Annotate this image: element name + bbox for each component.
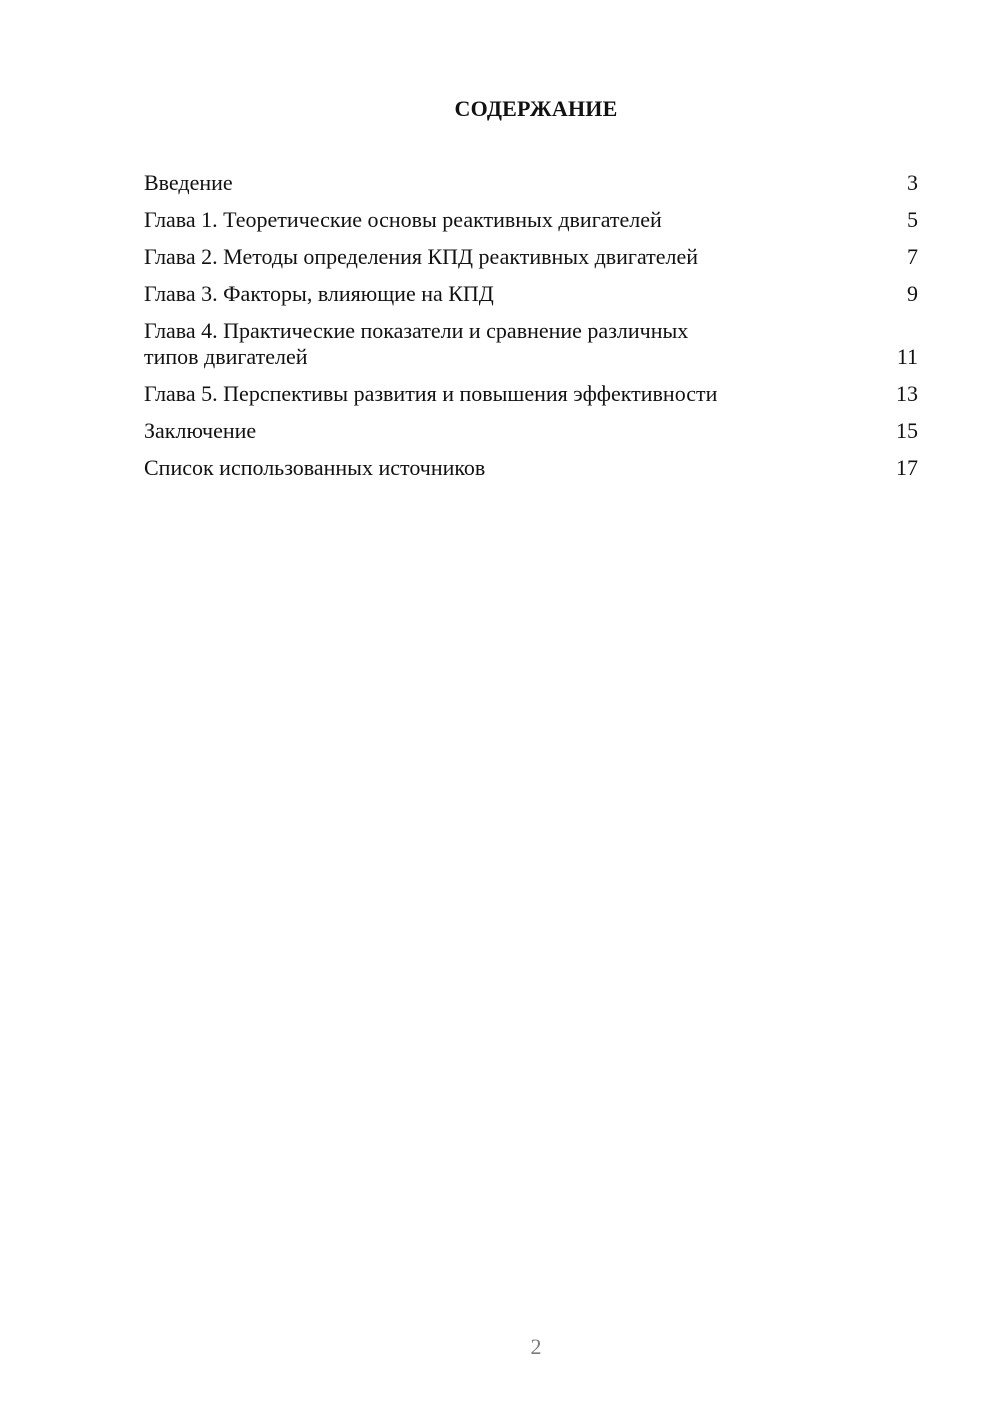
toc-page-number: 15 <box>896 418 918 443</box>
toc-entry-line: Заключение <box>144 418 257 443</box>
toc-entry-line: Глава 4. Практические показатели и сравнение различных <box>144 318 689 343</box>
toc-entry-chapter-3[interactable] <box>144 281 918 307</box>
toc-entry-chapter-1[interactable] <box>144 207 918 233</box>
toc-entry-line: Глава 5. Перспективы развития и повышения эффективности <box>144 381 718 406</box>
toc-page-number: 5 <box>907 207 918 232</box>
toc-entry-text <box>144 455 888 481</box>
toc-page-number: 3 <box>907 170 918 195</box>
toc-entry-conclusion[interactable] <box>144 418 918 444</box>
page-number: 2 <box>530 1334 542 1359</box>
toc-page-number: 7 <box>907 244 918 269</box>
table-of-contents <box>144 170 918 492</box>
toc-entry-line: Глава 1. Теоретические основы реактивных двигателей <box>144 207 662 232</box>
toc-entry-line: Глава 3. Факторы, влияющие на КПД <box>144 281 494 306</box>
page-title: СОДЕРЖАНИЕ <box>454 96 618 121</box>
toc-entry-line: Введение <box>144 170 233 195</box>
toc-entry-text <box>144 281 888 307</box>
toc-entry-introduction[interactable] <box>144 170 918 196</box>
toc-entry-line: Список использованных источников <box>144 455 486 480</box>
toc-page-number: 17 <box>896 455 918 480</box>
toc-entry-text <box>144 318 888 370</box>
toc-entry-line: типов двигателей <box>144 344 308 369</box>
toc-entry-chapter-4[interactable] <box>144 318 918 370</box>
toc-entry-chapter-2[interactable] <box>144 244 918 270</box>
toc-entry-text <box>144 207 888 233</box>
toc-page-number: 11 <box>896 344 918 369</box>
toc-entry-text <box>144 381 888 407</box>
toc-entry-chapter-5[interactable] <box>144 381 918 407</box>
toc-entry-text <box>144 170 888 196</box>
toc-page-number: 9 <box>907 281 918 306</box>
toc-entry-references[interactable] <box>144 455 918 481</box>
toc-entry-text <box>144 244 888 270</box>
toc-entry-line: Глава 2. Методы определения КПД реактивных двигателей <box>144 244 699 269</box>
toc-page-number: 13 <box>896 381 918 406</box>
toc-entry-text <box>144 418 888 444</box>
